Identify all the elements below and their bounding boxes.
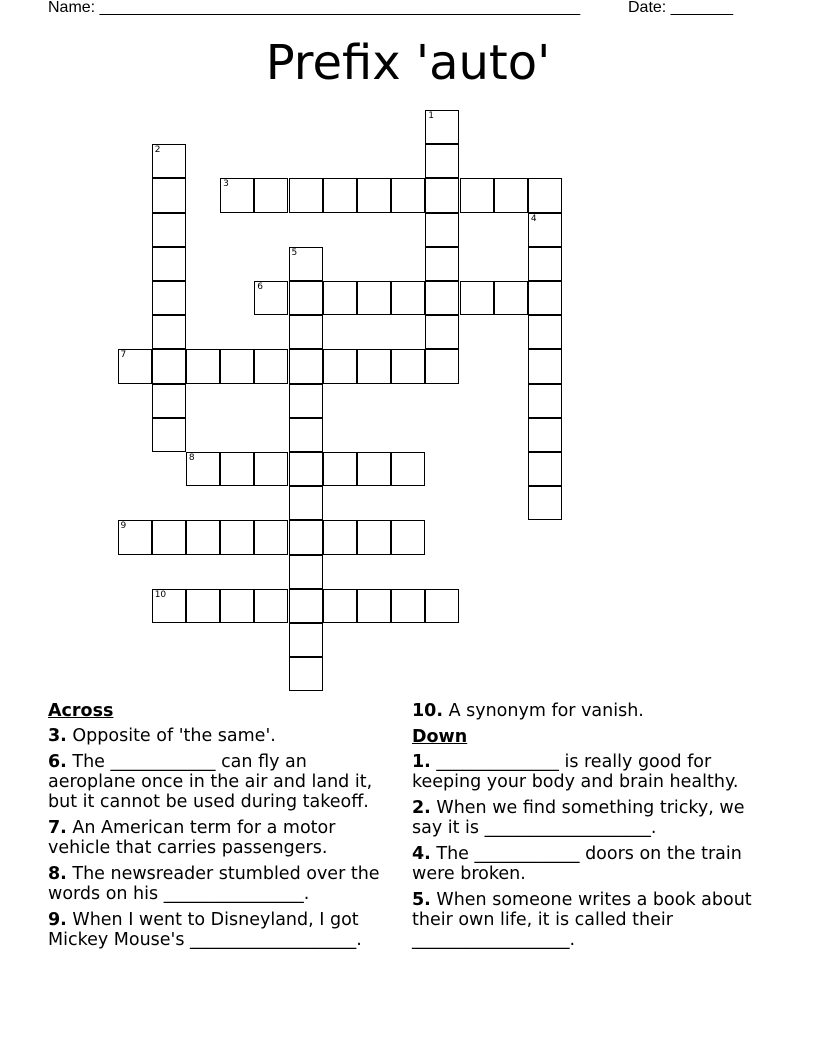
clue-number-label: 10	[154, 589, 167, 600]
clue-text: When someone writes a book about their own life, it is called their __________________.	[412, 890, 752, 950]
clues-left-column	[48, 701, 398, 956]
grid-cell[interactable]	[323, 281, 357, 315]
clue-number-label: 4	[530, 213, 537, 224]
grid-cell[interactable]	[528, 349, 562, 383]
grid-cell[interactable]	[528, 281, 562, 315]
across-clue	[48, 818, 398, 858]
grid-cell[interactable]	[152, 213, 186, 247]
grid-cell[interactable]	[152, 144, 186, 178]
grid-cell[interactable]	[528, 384, 562, 418]
clue-text: When we find something tricky, we say it is ___________________.	[412, 798, 745, 838]
clue-text: Opposite of 'the same'.	[66, 726, 276, 746]
clue-text: A synonym for vanish.	[443, 701, 644, 721]
clue-number: 9.	[48, 910, 67, 930]
down-clue	[412, 798, 772, 838]
clue-number-label: 3	[223, 179, 229, 190]
clue-text: ______________ is really good for keeping your body and brain healthy.	[412, 752, 739, 792]
grid-cell[interactable]	[528, 247, 562, 281]
grid-cell[interactable]	[528, 452, 562, 486]
clue-number-label: 5	[291, 247, 298, 258]
clue-number-label: 2	[154, 145, 161, 156]
grid-cell[interactable]	[152, 315, 186, 349]
grid-cell[interactable]	[323, 349, 357, 383]
grid-cell[interactable]	[494, 178, 528, 212]
grid-cell[interactable]	[152, 520, 186, 554]
grid-cell[interactable]	[254, 589, 288, 623]
across-clue	[412, 701, 772, 721]
page-title: Prefix 'auto'	[265, 35, 551, 91]
grid-cell[interactable]	[323, 520, 357, 554]
grid-cell[interactable]	[425, 281, 459, 315]
down-heading: Down	[412, 727, 468, 747]
grid-cell[interactable]	[289, 178, 323, 212]
clue-number-label: 8	[188, 453, 195, 463]
grid-cell[interactable]	[357, 178, 391, 212]
grid-cell[interactable]	[391, 281, 425, 315]
across-clue	[48, 864, 398, 904]
grid-cell[interactable]	[289, 520, 323, 554]
grid-cell[interactable]	[152, 178, 186, 212]
grid-cell[interactable]	[425, 178, 459, 212]
grid-cell[interactable]	[425, 144, 459, 178]
grid-cell[interactable]	[289, 384, 323, 418]
grid-cell[interactable]	[220, 520, 254, 554]
name-field: Name: ______________________________________________________	[48, 0, 581, 16]
grid-cell[interactable]	[425, 213, 459, 247]
grid-cell[interactable]	[425, 110, 459, 144]
grid-cell[interactable]	[289, 657, 323, 691]
grid-cell[interactable]	[152, 247, 186, 281]
grid-cell[interactable]	[323, 178, 357, 212]
down-clue	[412, 752, 772, 792]
across-heading: Across	[48, 701, 114, 721]
grid-cell[interactable]	[357, 520, 391, 554]
grid-cell[interactable]	[289, 349, 323, 383]
grid-cell[interactable]	[289, 623, 323, 657]
clue-number: 10.	[412, 701, 444, 721]
clue-number: 4.	[412, 844, 431, 864]
grid-cell[interactable]	[391, 452, 425, 486]
grid-cell[interactable]	[186, 452, 220, 486]
clue-number-label: 9	[120, 521, 127, 532]
clue-number: 3.	[48, 726, 67, 746]
grid-cell[interactable]	[152, 589, 186, 623]
grid-cell[interactable]	[289, 247, 323, 281]
grid-cell[interactable]	[152, 349, 186, 383]
grid-cell[interactable]	[391, 520, 425, 554]
clue-number: 7.	[48, 818, 67, 838]
grid-cell[interactable]	[425, 589, 459, 623]
grid-cell[interactable]	[528, 178, 562, 212]
clue-number-label: 7	[120, 350, 127, 361]
grid-cell[interactable]	[152, 384, 186, 418]
clues-right-column	[412, 701, 772, 956]
grid-cell[interactable]	[391, 589, 425, 623]
grid-cell[interactable]	[289, 589, 323, 623]
grid-cell[interactable]	[220, 349, 254, 383]
across-clue	[48, 752, 398, 812]
grid-cell[interactable]	[357, 589, 391, 623]
grid-cell[interactable]	[152, 418, 186, 452]
grid-cell[interactable]	[289, 452, 323, 486]
grid-cell[interactable]	[186, 349, 220, 383]
grid-cell[interactable]	[289, 281, 323, 315]
grid-cell[interactable]	[357, 452, 391, 486]
grid-cell[interactable]	[425, 247, 459, 281]
grid-cell[interactable]	[254, 452, 288, 486]
grid-cell[interactable]	[289, 486, 323, 520]
grid-cell[interactable]	[220, 178, 254, 212]
clue-number: 6.	[48, 752, 67, 772]
clue-text: The newsreader stumbled over the words on his ________________.	[48, 864, 380, 904]
grid-cell[interactable]	[357, 281, 391, 315]
clue-number-label: 6	[257, 282, 264, 292]
grid-cell[interactable]	[528, 486, 562, 520]
date-field: Date: _______	[628, 0, 733, 16]
grid-cell[interactable]	[254, 281, 288, 315]
grid-cell[interactable]	[289, 315, 323, 349]
across-clue	[48, 910, 398, 950]
grid-cell[interactable]	[254, 349, 288, 383]
grid-cell[interactable]	[460, 281, 494, 315]
grid-cell[interactable]	[152, 281, 186, 315]
clue-text: An American term for a motor vehicle that carries passengers.	[48, 818, 336, 858]
grid-cell[interactable]	[391, 349, 425, 383]
down-clue	[412, 844, 772, 884]
grid-cell[interactable]	[118, 349, 152, 383]
clue-text: The ____________ can fly an aeroplane once in the air and land it, but it cannot be used during takeoff.	[48, 752, 373, 812]
grid-cell[interactable]	[186, 589, 220, 623]
grid-cell[interactable]	[357, 349, 391, 383]
grid-cell[interactable]	[220, 452, 254, 486]
clue-number: 8.	[48, 864, 67, 884]
clue-number: 5.	[412, 890, 431, 910]
clue-number-label: 1	[428, 111, 435, 121]
grid-cell[interactable]	[494, 281, 528, 315]
grid-cell[interactable]	[528, 315, 562, 349]
across-clue	[48, 726, 398, 746]
grid-cell[interactable]	[220, 589, 254, 623]
grid-cell[interactable]	[289, 555, 323, 589]
grid-cell[interactable]	[323, 589, 357, 623]
grid-cell[interactable]	[118, 520, 152, 554]
clue-number: 1.	[412, 752, 431, 772]
grid-cell[interactable]	[528, 418, 562, 452]
grid-cell[interactable]	[289, 418, 323, 452]
grid-cell[interactable]	[254, 520, 288, 554]
grid-cell[interactable]	[186, 520, 220, 554]
grid-cell[interactable]	[425, 349, 459, 383]
grid-cell[interactable]	[528, 213, 562, 247]
clue-text: The ____________ doors on the train were broken.	[412, 844, 742, 884]
grid-cell[interactable]	[254, 178, 288, 212]
grid-cell[interactable]	[425, 315, 459, 349]
grid-cell[interactable]	[460, 178, 494, 212]
grid-cell[interactable]	[323, 452, 357, 486]
down-clue	[412, 890, 772, 950]
clue-text: When I went to Disneyland, I got Mickey Mouse's ___________________.	[48, 910, 362, 950]
grid-cell[interactable]	[391, 178, 425, 212]
clue-number: 2.	[412, 798, 431, 818]
